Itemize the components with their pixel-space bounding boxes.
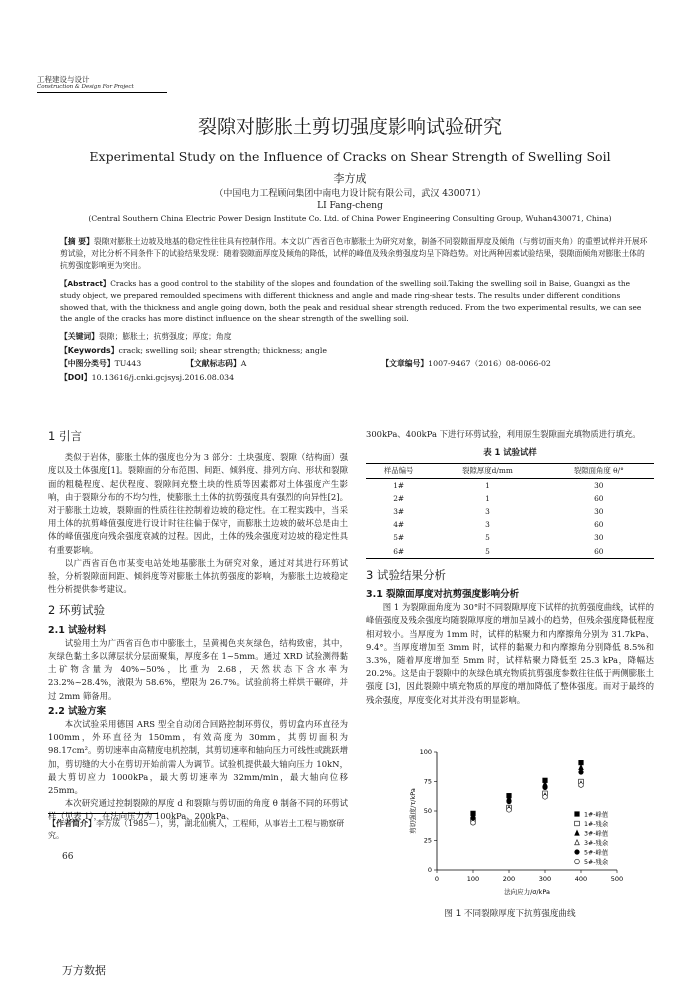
left-column bbox=[48, 430, 348, 824]
section-3-heading: 3 试验结果分析 bbox=[366, 567, 446, 582]
y-tick-label: 100 bbox=[419, 748, 432, 757]
table-cell: 60 bbox=[544, 545, 654, 559]
legend-label: 3#-峰值 bbox=[584, 830, 609, 838]
table-cell: 3# bbox=[393, 507, 405, 517]
footnote-label: 【作者简介】 bbox=[48, 819, 96, 828]
table-row bbox=[366, 518, 654, 531]
table-header-cell: 样品编号 bbox=[366, 464, 431, 478]
keywords-en bbox=[60, 345, 650, 357]
table-row bbox=[366, 492, 654, 505]
abstract-en-label: 【Abstract】 bbox=[60, 279, 111, 288]
table-cell: 1# bbox=[393, 480, 405, 490]
paper-title-cn: 裂隙对膨胀土剪切强度影响试验研究 bbox=[197, 116, 502, 138]
table-cell: 5# bbox=[393, 533, 405, 543]
table-cell: 6# bbox=[366, 545, 431, 559]
table-row bbox=[366, 545, 654, 559]
table-cell: 30 bbox=[594, 533, 604, 543]
abstract-en bbox=[60, 278, 650, 325]
affiliation-cn: （中国电力工程顾问集团中南电力设计院有限公司，武汉 430071） bbox=[214, 189, 486, 199]
section-1-paragraph-2: 以广西省百色市某变电站处地基膨胀土为研究对象，通过对其进行环剪试验，分析裂隙面间距、倾斜度等对膨胀土体抗剪强度的影响，为膨胀土边坡稳定性分析提供参考建议。 bbox=[48, 557, 348, 595]
legend-label: 5#-残余 bbox=[584, 858, 609, 866]
author-footnote bbox=[48, 818, 348, 842]
table-row bbox=[366, 478, 654, 492]
x-tick-label: 200 bbox=[502, 875, 516, 883]
figure-caption: 图 1 不同裂隙厚度下抗剪强度曲线 bbox=[444, 909, 576, 919]
legend-marker bbox=[575, 850, 580, 855]
table-cell: 1 bbox=[485, 480, 490, 490]
table-cell: 1 bbox=[485, 493, 490, 503]
table-cell: 3 bbox=[485, 507, 490, 517]
x-tick-label: 300 bbox=[538, 875, 552, 883]
section-2-1-heading: 2.1 试验材料 bbox=[48, 624, 107, 636]
y-axis-label: 剪切强度/τ/kPa bbox=[409, 788, 417, 834]
affiliation-en: (Central Southern China Electric Power Design Institute Co. Ltd. of China Power Engineering Consulting Group, Wuhan430071, China) bbox=[88, 214, 612, 223]
journal-name-en: Construction & Design For Project bbox=[37, 84, 134, 90]
doi-line bbox=[60, 372, 650, 384]
x-axis-label: 法向应力/σ/kPa bbox=[504, 888, 550, 896]
data-point-circle-open bbox=[507, 808, 512, 813]
abstract-cn bbox=[60, 236, 650, 272]
table-cell: 4# bbox=[393, 520, 405, 530]
table-cell: 30 bbox=[594, 507, 604, 517]
doccode-value: A bbox=[240, 359, 247, 368]
figure-1-chart bbox=[395, 740, 655, 900]
table-header-cell: 裂隙厚度d/mm bbox=[431, 464, 543, 478]
section-1-paragraph-1: 类似于岩体，膨胀土体的强度也分为 3 部分：土块强度、裂隙（结构面）强度以及土体强度[1]。裂隙面的分布范围、间距、倾斜度、排列方向、形状和裂隙面的粗糙程度、起伏程度、裂隙间充整土块的性质等因素都对土体强度产生影响，由于裂隙分布的不均匀性，使膨胀土土体的抗剪强度具有强烈的向异性[2]。对于膨胀土边坡，裂隙面的性质往往控制着边坡的稳定性。在工程实践中，当采用土体的抗剪峰值强度进行设计时往往偏于保守，而膨胀土边坡的破坏总是由土体的峰值强度向残余强度衰减的过程。因此，土体的残余强度对边坡的稳定性具有重要影响。 bbox=[48, 452, 348, 555]
table-cell: 5 bbox=[485, 533, 490, 543]
page-number: 66 bbox=[62, 852, 74, 862]
legend-label: 1#-峰值 bbox=[584, 811, 609, 819]
section-2-heading: 2 环剪试验 bbox=[48, 603, 105, 618]
y-tick-label: 75 bbox=[423, 777, 432, 786]
legend-marker bbox=[575, 830, 580, 835]
keywords-cn bbox=[60, 331, 650, 343]
data-point-circle-open bbox=[579, 783, 584, 788]
clc-value: TU443 bbox=[114, 359, 142, 368]
data-point-circle-filled bbox=[471, 816, 476, 821]
doi-value: 10.13616/j.cnki.gcjsysj.2016.08.034 bbox=[91, 373, 235, 382]
doi-label: 【DOI】 bbox=[60, 373, 92, 382]
table-header-cell: 裂隙面角度 θ/° bbox=[544, 464, 654, 478]
keywords-en-label: 【Keywords】 bbox=[60, 346, 119, 355]
author-name-cn: 李方成 bbox=[333, 172, 367, 185]
continued-paragraph: 300kPa、400kPa 下进行环剪试验，利用原生裂隙面充填物质进行填充。 bbox=[366, 429, 641, 439]
section-3-1-paragraph: 图 1 为裂隙面角度为 30°时不同裂隙厚度下试样的抗剪强度曲线，试样的峰值强度及残余强度均随裂隙厚度的增加呈减小的趋势，但残余强度降低程度相对较小。当厚度为 1mm 时，试样的粘聚力和内摩擦角分别为 31.7kPa、9.4°。当厚度增加至 3mm 时，试样的黏聚力和内摩擦角分别降低 8.5%和 3.3%，随着厚度增加至 5mm 时，试样粘聚力降低至 25.3 kPa，降幅达 20.2%。这是由于裂隙中的灰绿色填充物质抗剪强度参数往往低于两侧膨胀土强度 [3]，因此裂隙中填充物质的厚度的增加降低了整体强度。而对于最终的残余强度，厚度变化对其并没有明显影响。 bbox=[366, 602, 654, 705]
x-tick-label: 0 bbox=[434, 875, 440, 883]
section-2-2-paragraph-2: 本次研究通过控制裂隙的厚度 d 和裂隙与剪切面的角度 θ 制备不同的环剪试样（见表 1），在法向压力为 100kPa、200kPa、 bbox=[48, 798, 348, 822]
keywords-en-text: crack; swelling soil; shear strength; thickness; angle bbox=[118, 346, 327, 355]
table-cell: 60 bbox=[594, 493, 604, 503]
data-point-triangle-filled bbox=[579, 765, 584, 770]
legend-marker bbox=[575, 812, 580, 817]
paper-title-en: Experimental Study on the Influence of Cracks on Shear Strength of Swelling Soil bbox=[89, 149, 611, 164]
table-row bbox=[366, 505, 654, 518]
data-point-circle-filled bbox=[507, 799, 512, 804]
section-2-1-paragraph: 试验用土为广西省百色市中膨胀土，呈黄褐色夹灰绿色，结构致密，其中，灰绿色黏土多以薄层状分层面聚集，厚度多在 1~5mm。通过 XRD 试验测得黏土矿物含量为 40%~50%，比重为 2.68，天然状态下含水率为 23.2%~28.4%，液限为 58.6%，塑限为 26.7%。试验前将土样烘干碾碎，并过 2mm 筛备用。 bbox=[48, 637, 348, 701]
data-point-circle-filled bbox=[579, 770, 584, 775]
doccode-label: 【文献标志码】 bbox=[186, 359, 241, 368]
article-no-value: 1007-9467（2016）08-0066-02 bbox=[428, 359, 551, 368]
legend-label: 1#-残余 bbox=[584, 820, 609, 828]
samples-table bbox=[366, 463, 654, 558]
keywords-cn-label: 【关键词】 bbox=[60, 332, 99, 341]
data-point-circle-open bbox=[471, 821, 476, 826]
section-1-heading: 1 引言 bbox=[48, 429, 82, 443]
abstract-cn-text: 裂隙对膨胀土边坡及地基的稳定性往往具有控制作用。本文以广西省百色市膨胀土为研究对象，制备不同裂隙面厚度及倾角（与剪切面夹角）的重塑试样并开展环剪试验，对比分析不同条件下的试验结果发现：随着裂隙面厚度及倾角的降低，试样的峰值及残余剪强度均呈下降趋势。对比两种因素试验结果，裂隙面倾角对膨胀土体的抗剪强度影响更为突出。 bbox=[60, 237, 648, 270]
right-column bbox=[366, 428, 654, 707]
header-rule bbox=[37, 92, 167, 93]
section-2-2-heading: 2.2 试验方案 bbox=[48, 705, 107, 717]
clc-label: 【中图分类号】 bbox=[60, 359, 115, 368]
legend-marker bbox=[575, 840, 580, 845]
x-tick-label: 500 bbox=[610, 875, 624, 883]
abstract-cn-label: 【摘 要】 bbox=[60, 237, 94, 246]
footnote-text: 李方成（1985－），男，湖北仙桃人，工程师，从事岩土工程与勘察研究。 bbox=[48, 819, 345, 840]
table-caption: 表 1 试验试样 bbox=[483, 447, 537, 458]
table-cell: 2# bbox=[393, 493, 405, 503]
table-cell: 30 bbox=[594, 480, 604, 490]
y-tick-label: 50 bbox=[423, 807, 432, 816]
table-cell: 3 bbox=[485, 520, 490, 530]
table-cell: 60 bbox=[594, 520, 604, 530]
legend-label: 3#-残余 bbox=[584, 839, 609, 847]
brand-watermark: 万方数据 bbox=[62, 964, 106, 977]
classification-line bbox=[60, 358, 650, 370]
table-cell: 5 bbox=[431, 545, 543, 559]
y-tick-label: 0 bbox=[427, 866, 432, 875]
data-point-circle-open bbox=[543, 795, 548, 800]
legend-label: 5#-峰值 bbox=[584, 849, 609, 857]
y-tick-label: 25 bbox=[423, 836, 432, 845]
footnote-rule bbox=[48, 813, 158, 814]
keywords-cn-text: 裂隙；膨胀土；抗剪强度；厚度；角度 bbox=[98, 332, 232, 341]
table-row bbox=[366, 531, 654, 544]
author-name-en: LI Fang-cheng bbox=[317, 201, 383, 211]
journal-name-cn: 工程建设与设计 bbox=[37, 75, 90, 84]
legend-marker bbox=[575, 821, 580, 826]
abstract-en-text: Cracks has a good control to the stability of the slopes and foundation of the swelling soil.Taking the swelling soil in Baise, Guangxi as the study object, we prepared remoulded specimens with different thickness and angle and made ring-shear tests. The results under different conditions showed that, with the thickness and angle going down, both the peak and residual shear strength reduced. From the two experimental results, we can see the angle of the cracks has more distinct influence on the shear strength of the swelling soil. bbox=[60, 279, 642, 324]
article-no-label: 【文章编号】 bbox=[381, 359, 429, 368]
section-2-2-paragraph-1: 本次试验采用德国 ARS 型全自动闭合回路控制环剪仪，剪切盒内环直径为 100mm，外环直径为 150mm，有效高度为 30mm，其剪切面积为 98.17cm²。剪切速率由高精度电机控制，其剪切速率和轴向压力可线性或跳跃增加，剪切缝的大小在剪切开始前需人为调节。试验机提供最大轴向压力 10kN，最大剪切应力 1000kPa，最大剪切速率为 32mm/min，最大轴向位移 25mm。 bbox=[48, 719, 348, 796]
legend-marker bbox=[575, 859, 580, 864]
data-point-circle-filled bbox=[543, 785, 548, 790]
x-tick-label: 100 bbox=[466, 875, 480, 883]
section-3-1-heading: 3.1 裂隙面厚度对抗剪强度影响分析 bbox=[366, 589, 520, 601]
x-tick-label: 400 bbox=[574, 875, 588, 883]
